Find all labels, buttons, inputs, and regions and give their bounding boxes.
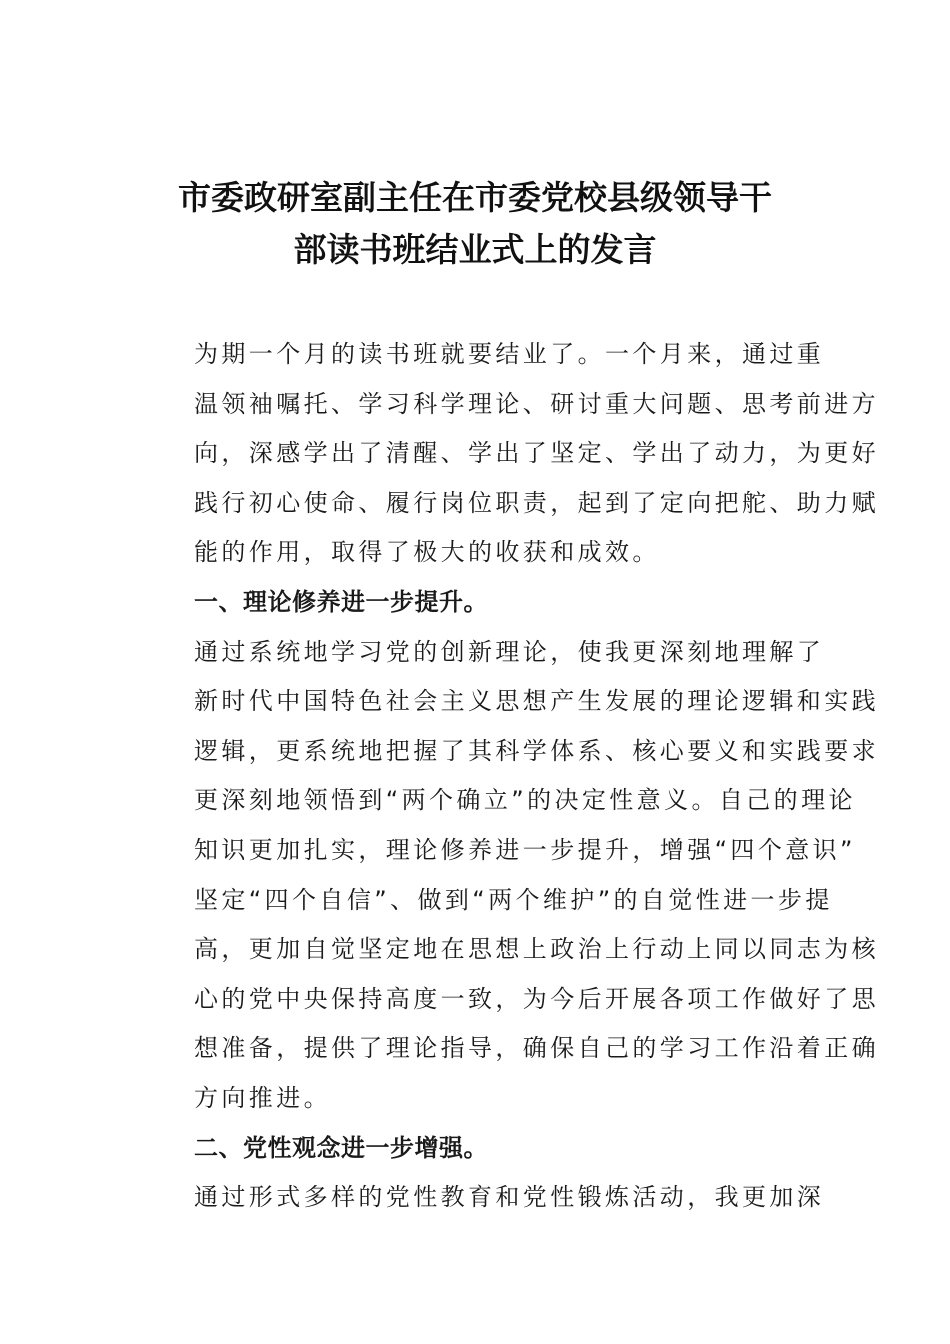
text-line: 知识更加扎实，理论修养进一步提升，增强“四个意识” [194, 835, 856, 864]
document-body [146, 330, 879, 1223]
text-line: 坚定“四个自信”、做到“两个维护”的自觉性进一步提 [194, 885, 833, 914]
section-heading-1: 一、理论修养进一步提升。 [194, 587, 488, 616]
text-line: 温领袖嘱托、学习科学理论、研讨重大问题、思考前进方 [194, 389, 879, 418]
text-line: 通过形式多样的党性教育和党性锻炼活动，我更加深 [194, 1183, 825, 1212]
text-line: 践行初心使命、履行岗位职责，起到了定向把舵、助力赋 [194, 488, 879, 517]
text-line: 能的作用，取得了极大的收获和成效。 [194, 538, 660, 567]
text-line: 逻辑，更系统地把握了其科学体系、核心要义和实践要求 [194, 736, 879, 765]
title-line: 市委政研室副主任在市委党校县级领导干 [178, 178, 772, 217]
title-line: 部读书班结业式上的发言 [293, 230, 657, 269]
text-line: 高，更加自觉坚定地在思想上政治上行动上同以同志为核 [194, 935, 879, 964]
text-line: 通过系统地学习党的创新理论，使我更深刻地理解了 [194, 637, 825, 666]
section-heading-2: 二、党性观念进一步增强。 [194, 1133, 488, 1162]
text-line: 想准备，提供了理论指导，确保自己的学习工作沿着正确 [194, 1034, 879, 1063]
document-title [145, 172, 805, 276]
text-line: 方向推进。 [194, 1083, 331, 1112]
section-2-paragraph [146, 1173, 825, 1223]
text-line: 新时代中国特色社会主义思想产生发展的理论逻辑和实践 [194, 687, 879, 716]
intro-paragraph [146, 330, 879, 578]
text-line: 为期一个月的读书班就要结业了。一个月来，通过重 [194, 340, 825, 368]
text-line: 更深刻地领悟到“两个确立”的决定性意义。自己的理论 [194, 786, 856, 815]
text-line: 向，深感学出了清醒、学出了坚定、学出了动力，为更好 [194, 439, 879, 468]
section-1-paragraph [146, 628, 879, 1124]
text-line: 心的党中央保持高度一致，为今后开展各项工作做好了思 [194, 984, 879, 1013]
